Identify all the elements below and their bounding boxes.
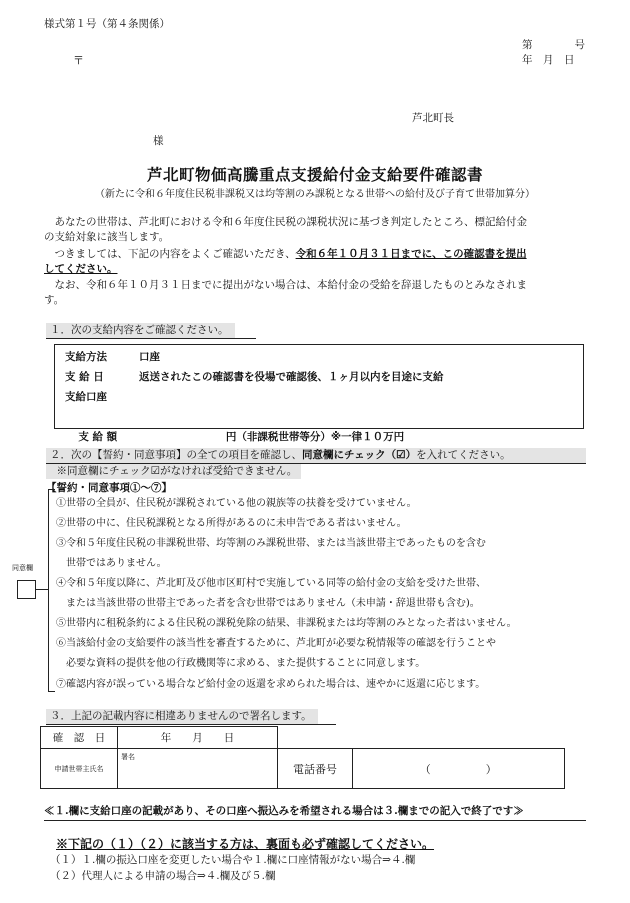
intro-p2 [44,247,588,261]
section2-heading-pre: ２．次の【誓約・同意事項】の全ての項目を確認し、 [50,449,302,461]
oath-item-4: ④令和５年度以降に、芦北町及び他市区町村で実施している同等の給付金の支給を受けた世帯、 [56,578,486,589]
payment-date-label: 支 給 日 [65,371,104,383]
oath-item-1: ①世帯の全員が、住民税が課税されている他の親族等の扶養を受けていません。 [56,498,417,509]
section2-heading [46,448,586,463]
signature-label: 署名 [121,753,135,761]
phone-field[interactable]: （ ） [419,762,497,776]
addressee-suffix: 様 [153,135,164,147]
payment-details-box [54,344,584,443]
section1-heading: １．次の支給内容をご確認ください。 [46,323,235,338]
confirm-date-label: 確 認 日 [41,727,118,749]
payment-amount-label: 支 給 額 [78,431,118,443]
payment-account-row [65,387,139,407]
oath-item-4-cont: または当該世帯の世帯主であった者を含む世帯ではありません（未申請・辞退世帯も含む)。 [56,598,480,609]
document-number: 第 号 [522,39,585,51]
intro-p3-line1: なお、令和６年１０月３１日までに提出がない場合は、本給付金の受給を辞退したものとみなされま [44,279,527,291]
phone-label: 電話番号 [278,749,353,788]
consent-checkbox[interactable] [17,580,36,599]
oath-item-3: ③令和５年度住民税の非課税世帯、均等割のみ課税世帯、または当該世帯主であったものを含む [56,538,486,549]
oath-bracket [48,489,55,692]
oath-heading: 【誓約・同意事項①～⑦】 [46,482,172,494]
section3-heading: ３．上記の記載内容に相違ありませんので署名します。 [46,709,318,724]
oath-item-6: ⑥当該給付金の支給要件の該当性を審査するために、芦北町が必要な税情報等の確認を行うことや [56,638,496,649]
oath-item-2: ②世帯の中に、住民税課税となる所得があるのに未申告である者はいません。 [56,518,407,529]
empty-cell [278,727,565,749]
back-side-notice: ※下記の（１）（２）に該当する方は、裏面も必ず確認してください。 [56,837,435,851]
section2-heading-post: を入れてください。 [416,449,511,461]
householder-label: 申請世帯主氏名 [41,749,118,789]
intro-p2-text: つきましては、下記の内容をよくご確認いただき、 [44,248,296,260]
phone-cell [278,749,565,789]
section2-heading-bold: 同意欄にチェック（☑） [302,449,417,461]
intro-p1-line1: あなたの世帯は、芦北町における令和６年度住民税の課税状況に基づき判定したところ、標記給付金 [44,216,527,228]
page-title: 芦北町物価高騰重点支援給付金支給要件確認書 [146,165,483,184]
oath-item-5: ⑤世帯内に租税条約による住民税の課税免除の結果、非課税または均等割のみとなった者はいません。 [56,618,517,629]
intro-p3-line2: す。 [44,294,65,306]
form-number: 様式第１号（第４条関係） [44,18,170,30]
postal-mark: 〒 [73,54,84,67]
payment-amount-value: 円（非課税世帯等分）※一律１０万円 [152,431,405,443]
payment-date-value: 返送されたこの確認書を役場で確認後、１ヶ月以内を目途に支給 [139,371,444,383]
case-1: （１）１.欄の振込口座を変更したい場合や１.欄に口座情報がない場合⇒４.欄 [50,854,416,866]
signature-table [40,726,565,789]
deadline-emphasis: 令和６年１０月３１日までに、この確認書を提出 [295,248,527,260]
oath-item-6-cont: 必要な資料の提供を他の行政機関等に求める、また提供することに同意します。 [56,658,426,669]
consent-connector [35,589,48,590]
oath-item-7: ⑦確認内容が誤っている場合など給付金の返還を求められた場合は、速やかに返還に応じます。 [56,679,486,690]
document-date: 年 月 日 [522,54,575,66]
section1-underline [46,338,256,339]
page-subtitle: （新たに令和６年度住民税非課税又は均等割のみ課税となる世帯への給付及び子育て世帯加算分） [95,189,535,200]
consent-label: 同意欄 [12,564,33,572]
payment-amount-row [65,407,405,443]
completion-notice: ≪１.欄に支給口座の記載があり、その口座へ振込みを希望される場合は３.欄までの記入で終了です≫ [44,805,524,817]
payment-date-row [65,367,444,387]
payment-account-label: 支給口座 [65,391,107,403]
oath-item-3-cont: 世帯ではありません。 [56,558,167,569]
section3-underline [46,724,336,725]
section2-note: ※同意欄にチェック☑がなければ受給できません。 [46,464,301,479]
payment-method-value: 口座 [139,351,160,363]
case-2: （２）代理人による申請の場合⇒４.欄及び５.欄 [50,870,276,882]
confirm-date-field[interactable]: 年 月 日 [118,727,278,749]
payment-method-label: 支給方法 [65,351,107,363]
issuer-name: 芦北町長 [412,112,454,124]
deadline-emphasis-cont: してください。 [44,263,118,275]
signature-field[interactable] [118,749,278,789]
payment-method-row [65,347,160,367]
completion-divider [44,820,586,821]
intro-p1-line2: の支給対象に該当します。 [44,231,170,243]
